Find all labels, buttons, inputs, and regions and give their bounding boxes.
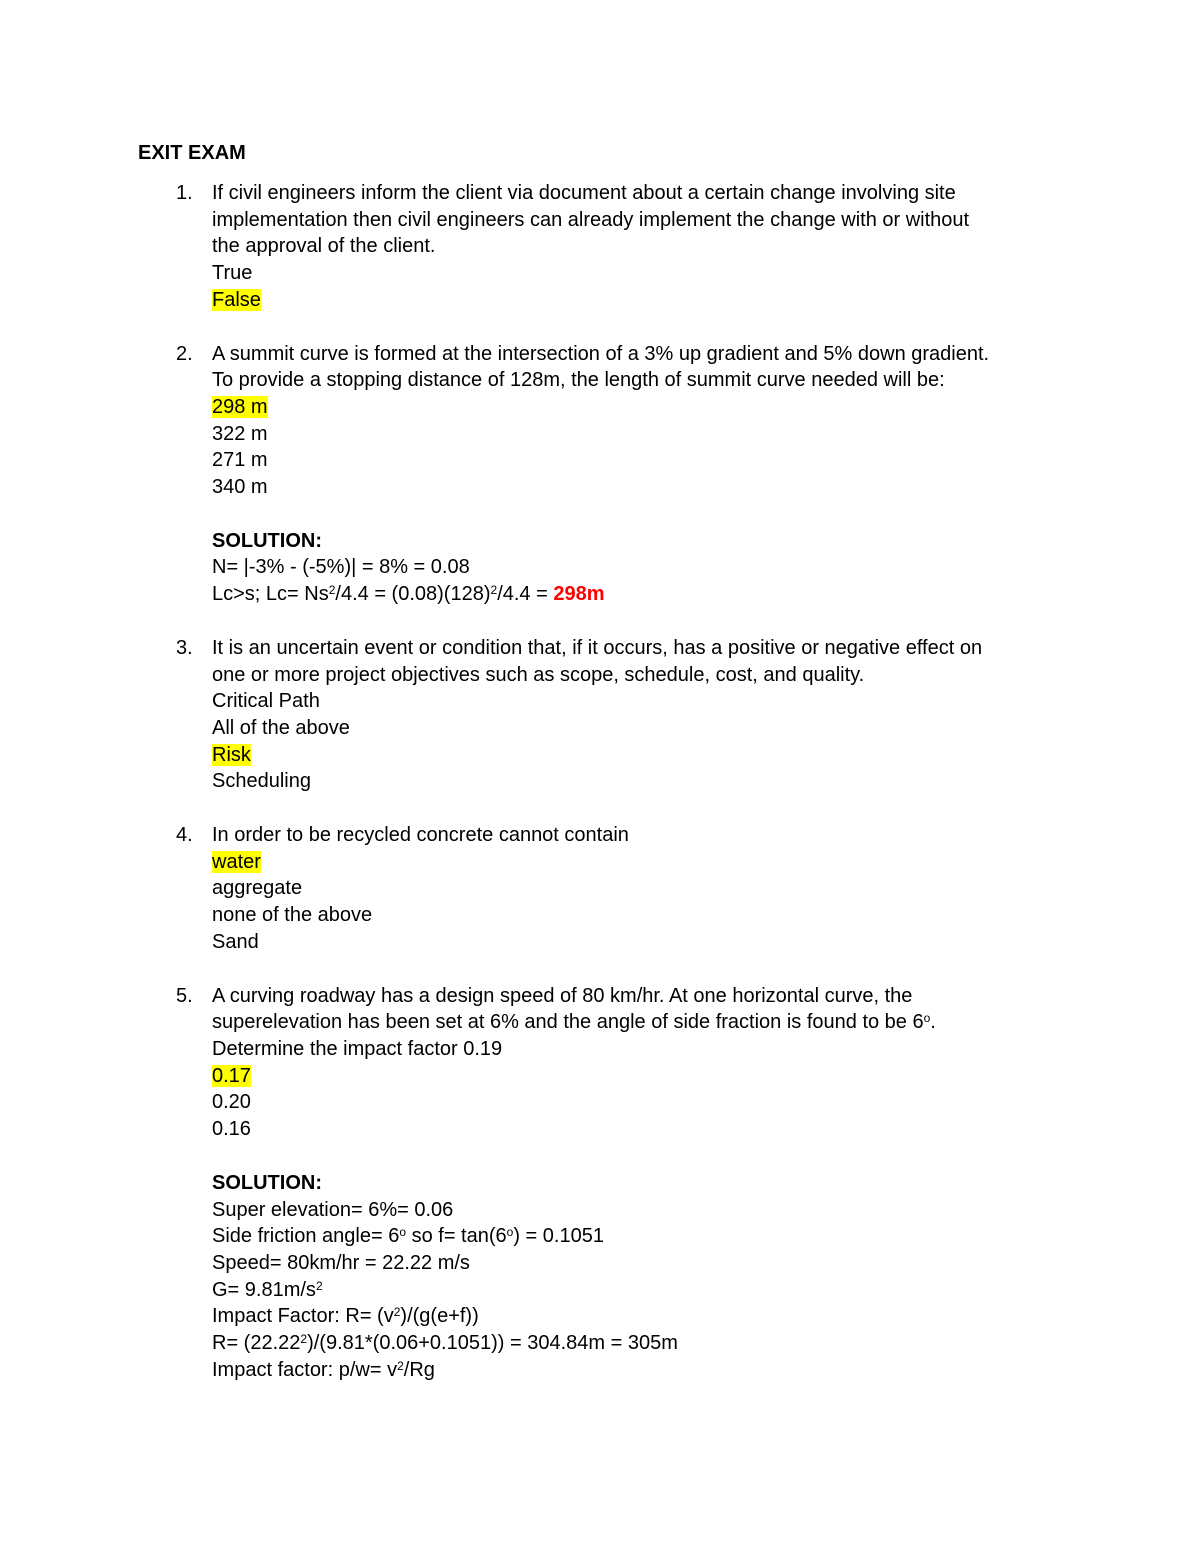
question-3 xyxy=(138,635,1078,795)
answer-highlight: water xyxy=(212,850,261,873)
answer-highlight: 298 m xyxy=(212,395,268,418)
solution-block xyxy=(212,1170,1078,1384)
option-correct xyxy=(212,287,1078,314)
question-stem-line: implementation then civil engineers can already implement the change with or without xyxy=(212,208,970,231)
option-correct xyxy=(212,394,1078,421)
question-stem-line: In order to be recycled concrete cannot contain xyxy=(212,824,629,847)
question-stem-line: If civil engineers inform the client via document about a certain change involving site xyxy=(212,182,956,204)
question-stem-line: To provide a stopping distance of 128m, the length of summit curve needed will be: xyxy=(212,369,945,392)
question-stem-line: superelevation has been set at 6% and the angle of side fraction is found to be 6$^o$. xyxy=(212,1011,936,1034)
question-4 xyxy=(138,822,1078,956)
question-1 xyxy=(138,180,1078,314)
option: 322 m xyxy=(212,422,268,445)
question-stem-line: the approval of the client. xyxy=(212,235,436,258)
option-correct xyxy=(212,849,1078,876)
question-number: 4. xyxy=(176,824,193,847)
solution-line: N= |-3% - (-5%)| = 8% = 0.08 xyxy=(212,556,470,579)
question-stem-line: A curving roadway has a design speed of 80 km/hr. At one horizontal curve, the xyxy=(212,984,913,1007)
question-5 xyxy=(138,983,1078,1384)
question-2 xyxy=(138,341,1078,608)
option: 271 m xyxy=(212,449,268,472)
question-stem-line: one or more project objectives such as scope, schedule, cost, and quality. xyxy=(212,663,865,686)
solution-line: Lc>s; $Lc= Ns^2/4.4 = (0.08)(128)^2/4.4 = 298m$ xyxy=(212,583,605,606)
question-number: 2. xyxy=(176,342,193,365)
option: True xyxy=(212,262,253,285)
option: All of the above xyxy=(212,716,350,739)
option: 0.16 xyxy=(212,1118,251,1141)
question-stem-line: Determine the impact factor 0.19 xyxy=(212,1037,503,1060)
solution-block xyxy=(212,528,1078,608)
question-number: 5. xyxy=(176,984,193,1007)
answer-highlight: 0.17 xyxy=(212,1064,251,1087)
question-stem-line: A summit curve is formed at the intersection of a 3% up gradient and 5% down gradient. xyxy=(212,342,990,365)
solution-line: $G= 9.81m/s^2$ xyxy=(212,1278,323,1301)
solution-heading: SOLUTION: xyxy=(212,529,322,552)
question-number: 1. xyxy=(176,182,193,204)
answer-highlight: False xyxy=(212,288,261,311)
option: 0.20 xyxy=(212,1091,251,1114)
page-title: EXIT EXAM xyxy=(138,142,246,164)
document-content xyxy=(138,140,1078,1410)
option-correct xyxy=(212,742,1078,769)
question-list xyxy=(138,180,1078,1383)
solution-line: Super elevation= 6%= 0.06 xyxy=(212,1198,454,1221)
solution-line: Impact factor: $p/w= v^2/Rg$ xyxy=(212,1358,435,1381)
option: aggregate xyxy=(212,877,303,900)
option: 340 m xyxy=(212,476,268,499)
option: Critical Path xyxy=(212,690,320,713)
solution-result: 298m xyxy=(553,583,605,606)
solution-line: Speed= 80km/hr = 22.22 m/s xyxy=(212,1251,470,1274)
option: Sand xyxy=(212,930,259,953)
solution-line: $R= (22.22^2)/(9.81*(0.06+0.1051)) = 304.84m = 305m$ xyxy=(212,1332,678,1355)
solution-line: Impact Factor: $R= (v^2)/(g(e+f))$ xyxy=(212,1305,479,1328)
answer-highlight: Risk xyxy=(212,743,251,766)
option: Scheduling xyxy=(212,770,311,793)
solution-line: Side friction angle= $6^o$ so $f= \tan(6^o) = 0.1051$ xyxy=(212,1225,604,1248)
question-stem-line: It is an uncertain event or condition that, if it occurs, has a positive or negative effect on xyxy=(212,636,983,659)
solution-heading: SOLUTION: xyxy=(212,1171,322,1194)
option-correct xyxy=(212,1063,1078,1090)
question-number: 3. xyxy=(176,636,193,659)
option: none of the above xyxy=(212,904,373,927)
